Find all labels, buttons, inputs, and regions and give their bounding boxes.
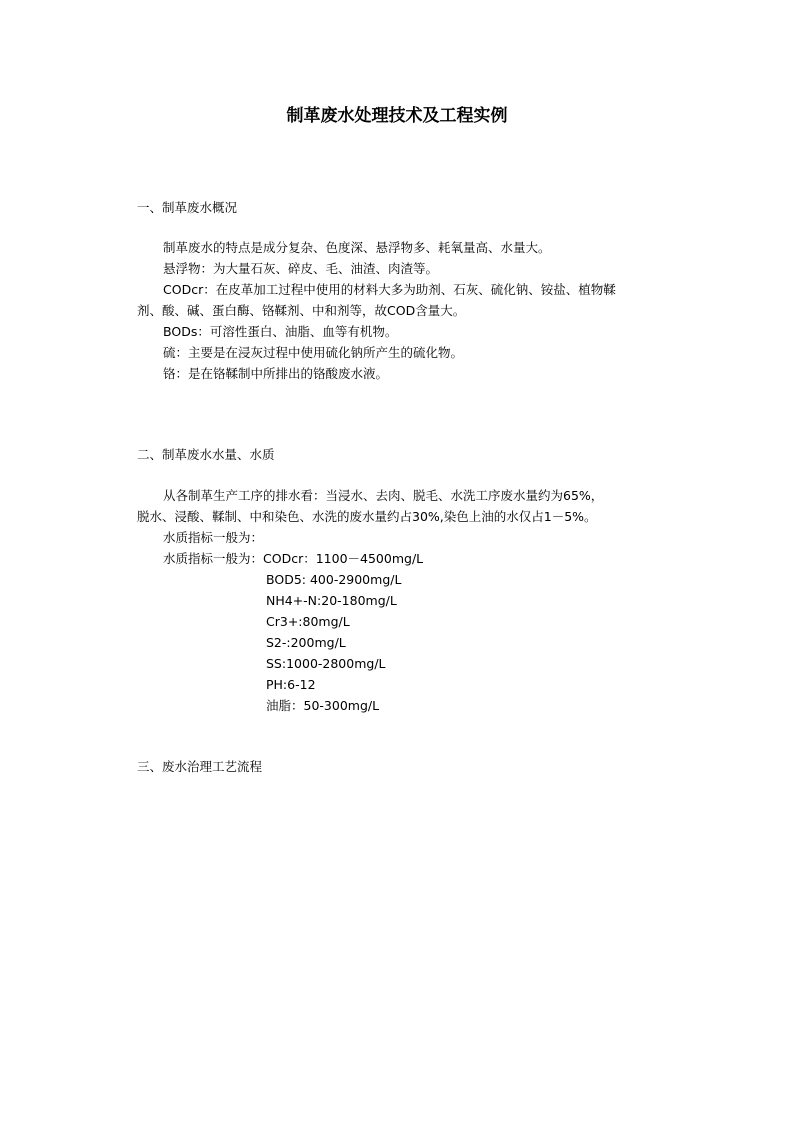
section-1-line-3: CODcr：在皮革加工过程中使用的材料大多为助剂、石灰、硫化钠、铵盐、植物鞣	[163, 282, 616, 297]
section-1-line-5: BODs：可溶性蛋白、油脂、血等有机物。	[163, 324, 398, 339]
metric-cr3: Cr3+:80mg/L	[266, 614, 350, 629]
section-1-line-7: 铬：是在铬鞣制中所排出的铬酸废水液。	[163, 366, 389, 381]
section-1-line-2: 悬浮物：为大量石灰、碎皮、毛、油渣、肉渣等。	[163, 261, 439, 276]
section-1-line-4: 剂、酸、碱、蛋白酶、铬鞣剂、中和剂等，故COD含量大。	[137, 303, 466, 318]
section-2-line-2: 脱水、浸酸、鞣制、中和染色、水洗的废水量约占30%,染色上油的水仅占1－5%。	[137, 509, 597, 524]
section-3-heading: 三、废水治理工艺流程	[137, 759, 263, 774]
metric-ss: SS:1000-2800mg/L	[266, 656, 386, 671]
section-2-line-4: 水质指标一般为：CODcr：1100－4500mg/L	[163, 551, 424, 566]
metric-ph: PH:6-12	[266, 677, 316, 692]
section-1-line-6: 硫：主要是在浸灰过程中使用硫化钠所产生的硫化物。	[163, 345, 464, 360]
section-2-heading: 二、制革废水水量、水质	[137, 447, 275, 462]
section-1-heading: 一、制革废水概况	[137, 200, 238, 215]
metric-s2: S2-:200mg/L	[266, 635, 346, 650]
section-2-line-3: 水质指标一般为：	[163, 530, 264, 545]
section-2-line-1: 从各制革生产工序的排水看：当浸水、去肉、脱毛、水洗工序废水量约为65%，	[163, 488, 604, 503]
metric-oil: 油脂：50-300mg/L	[266, 698, 380, 713]
section-1-line-1: 制革废水的特点是成分复杂、色度深、悬浮物多、耗氧量高、水量大。	[163, 240, 551, 255]
metric-nh4n: NH4+-N:20-180mg/L	[266, 593, 397, 608]
document-title: 制革废水处理技术及工程实例	[286, 106, 508, 126]
metric-bod5: BOD5: 400-2900mg/L	[266, 572, 402, 587]
